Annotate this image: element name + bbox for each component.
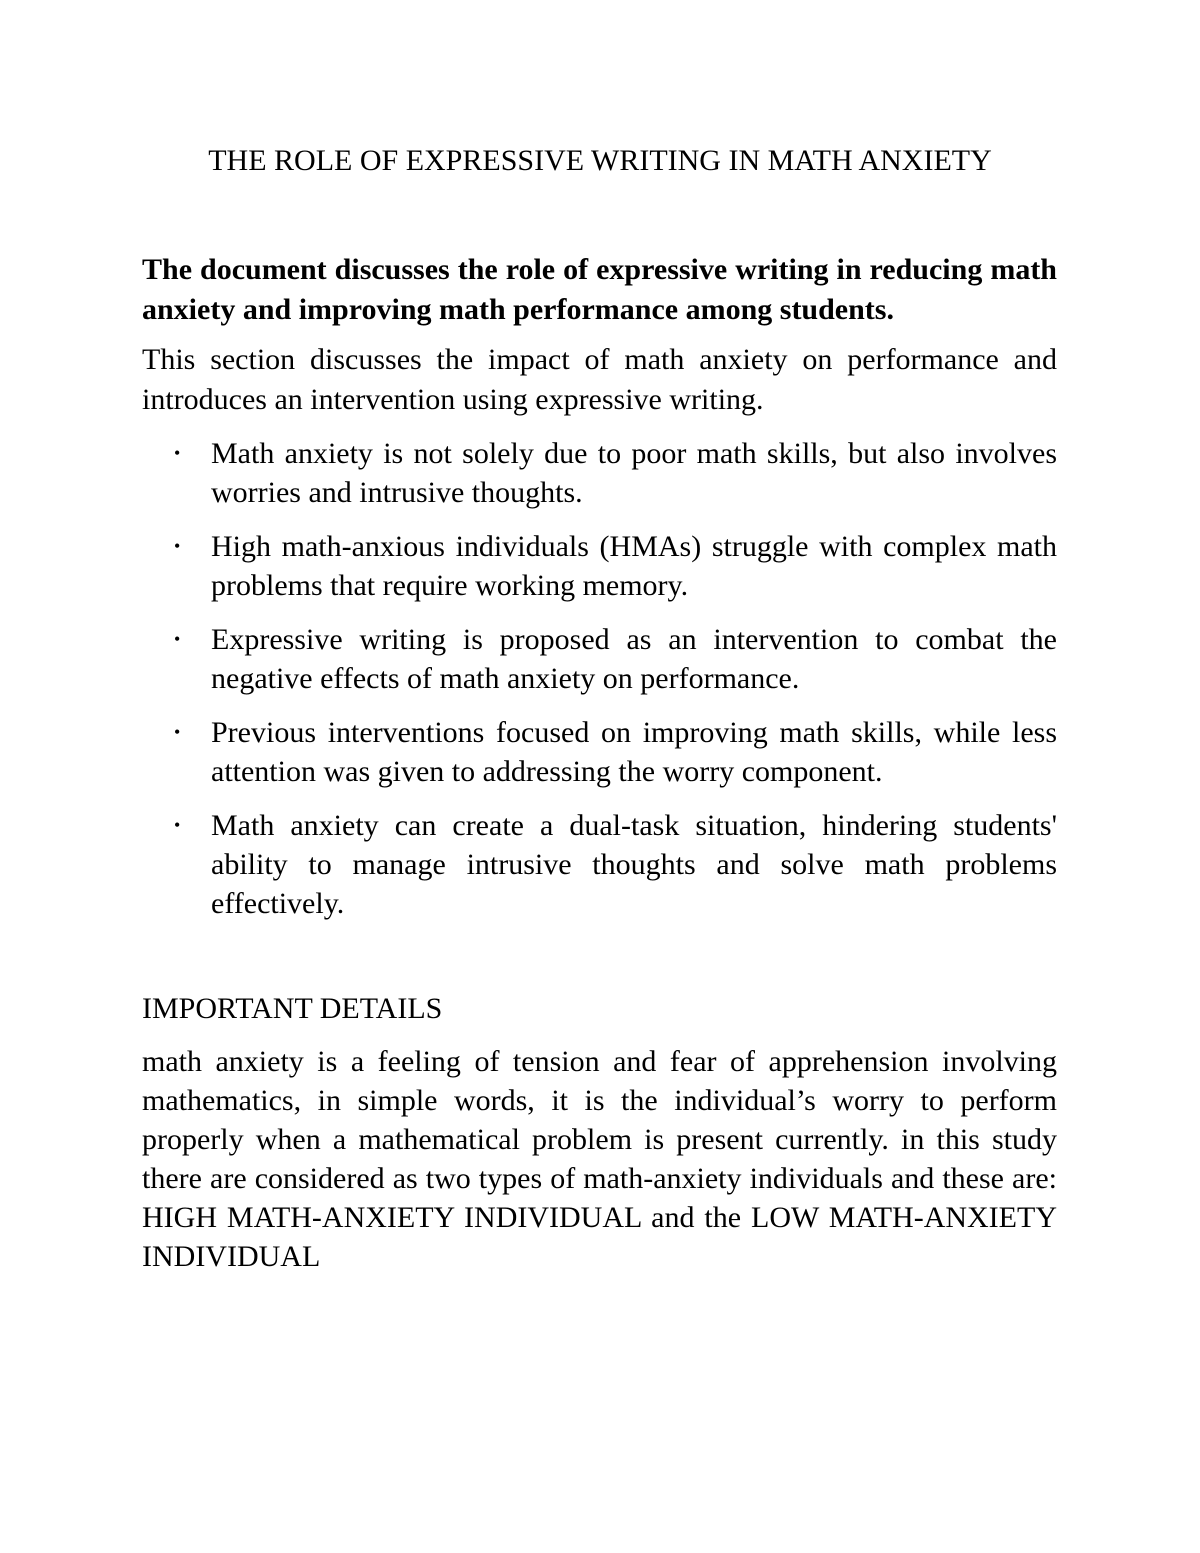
list-item [142, 806, 1057, 923]
document-title: THE ROLE OF EXPRESSIVE WRITING IN MATH ANXIETY [208, 144, 992, 177]
summary-paragraph: The document discusses the role of expressive writing in reducing math anxiety and improving math performance among students. [142, 253, 1057, 326]
list-item [142, 434, 1057, 512]
bullet-icon: • [174, 443, 181, 463]
list-item [142, 620, 1057, 698]
bullet-list [142, 434, 1057, 923]
list-item-text: High math-anxious individuals (HMAs) struggle with complex math problems that require working memory. [211, 530, 1057, 602]
bullet-icon: • [174, 629, 181, 649]
bullet-icon: • [174, 815, 181, 835]
list-item-text: Math anxiety is not solely due to poor math skills, but also involves worries and intrusive thoughts. [211, 437, 1057, 509]
details-paragraph: math anxiety is a feeling of tension and fear of apprehension involving mathematics, in simple words, it is the individual’s worry to perform properly when a mathematical problem is present currently. in this study there are considered as two types of math-anxiety individuals and these are: HIGH MATH-ANXIETY INDIVIDUAL and the LOW MATH-ANXIETY INDIVIDUAL [142, 1045, 1057, 1273]
bullet-icon: • [174, 536, 181, 556]
list-item-text: Previous interventions focused on improving math skills, while less attention was given to addressing the worry component. [211, 716, 1057, 788]
document-body [142, 250, 1057, 1276]
list-item [142, 713, 1057, 791]
intro-paragraph: This section discusses the impact of math anxiety on performance and introduces an intervention using expressive writing. [142, 343, 1057, 416]
list-item-text: Expressive writing is proposed as an intervention to combat the negative effects of math anxiety on performance. [211, 623, 1057, 695]
list-item [142, 527, 1057, 605]
list-item-text: Math anxiety can create a dual-task situation, hindering students' ability to manage intrusive thoughts and solve math problems effectively. [211, 809, 1057, 920]
bullet-icon: • [174, 722, 181, 742]
section-heading: IMPORTANT DETAILS [142, 992, 443, 1025]
